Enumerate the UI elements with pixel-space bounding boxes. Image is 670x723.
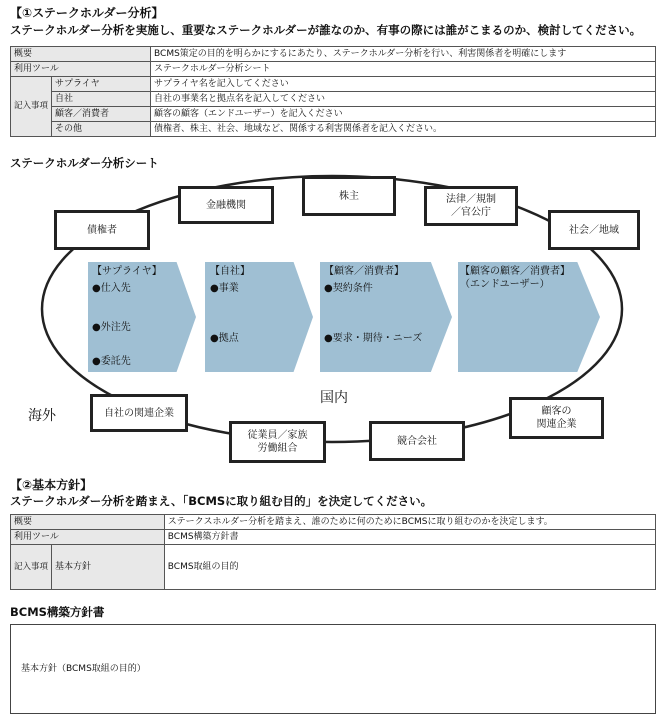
company-title: 【自社】 xyxy=(210,266,250,277)
tool-value: ステークホルダー分析シート xyxy=(151,62,656,77)
section2-instruction: ステークホルダー分析を踏まえ、「BCMSに取り組む目的」を決定してください。 xyxy=(10,494,433,508)
policy-sheet-title: BCMS構築方針書 xyxy=(10,605,105,619)
row-value: BCMS取組の目的 xyxy=(164,545,655,590)
company-item: ●事業 xyxy=(210,283,239,294)
row-value: 債権者、株主、社会、地域など、関係する利害関係者を記入ください。 xyxy=(151,122,656,137)
row-value: 顧客の顧客（エンドユーザー）を記入ください xyxy=(151,107,656,122)
row-label: 自社 xyxy=(52,92,151,107)
supplier-title: 【サプライヤ】 xyxy=(92,266,162,277)
company-item: ●拠点 xyxy=(210,333,239,344)
entry-group-label: 記入事項 xyxy=(11,77,52,137)
customer-title: 【顧客／消費者】 xyxy=(324,266,404,277)
overseas-label: 海外 xyxy=(28,408,56,424)
table-row xyxy=(11,515,656,530)
entry-group-label: 記入事項 xyxy=(11,545,52,590)
section1-title: 【①ステークホルダー分析】 xyxy=(10,6,164,20)
row-label: 基本方針 xyxy=(52,545,165,590)
section1-instruction: ステークホルダー分析を実施し、重要なステークホルダーが誰なのか、有事の際には誰がこまるのか、検討してください。 xyxy=(10,23,642,37)
tool-label: 利用ツール xyxy=(11,530,165,545)
table-row xyxy=(11,530,656,545)
policy-field-label: 基本方針（BCMS取組の目的） xyxy=(21,664,146,674)
stakeholder-box-employee: 従業員／家族 労働組合 xyxy=(229,421,326,463)
row-value: サプライヤ名を記入してください xyxy=(151,77,656,92)
supplier-item: ●委託先 xyxy=(92,356,131,367)
stakeholder-box-creditor: 債権者 xyxy=(54,210,150,250)
stakeholder-box-affiliate: 自社の関連企業 xyxy=(90,394,188,432)
table-row xyxy=(11,545,656,590)
diagram-title: ステークホルダー分析シート xyxy=(10,156,159,170)
tool-value: BCMS構築方針書 xyxy=(164,530,655,545)
customer-item: ●契約条件 xyxy=(324,283,373,294)
overview-value: BCMS策定の目的を明らかにするにあたり、ステークホルダー分析を行い、利害関係者を明確にします xyxy=(151,47,656,62)
row-value: 自社の事業名と拠点名を記入してください xyxy=(151,92,656,107)
overview-label: 概要 xyxy=(11,515,165,530)
policy-sheet-frame xyxy=(10,624,656,714)
section2-title: 【②基本方針】 xyxy=(10,478,93,492)
row-label: 顧客／消費者 xyxy=(52,107,151,122)
section2-table xyxy=(10,514,656,590)
row-label: その他 xyxy=(52,122,151,137)
stakeholder-box-law: 法律／規制 ／官公庁 xyxy=(424,186,518,226)
supplier-item: ●外注先 xyxy=(92,322,131,333)
stakeholder-box-customer-affiliate: 顧客の 関連企業 xyxy=(509,397,604,439)
domestic-label: 国内 xyxy=(320,390,348,406)
tool-label: 利用ツール xyxy=(11,62,151,77)
stakeholder-box-finance: 金融機関 xyxy=(178,186,274,224)
stakeholder-box-society: 社会／地域 xyxy=(548,210,640,250)
customer-item: ●要求・期待・ニーズ xyxy=(324,333,423,344)
row-label: サプライヤ xyxy=(52,77,151,92)
overview-label: 概要 xyxy=(11,47,151,62)
stakeholder-box-shareholder: 株主 xyxy=(302,176,396,216)
overview-value: ステークスホルダー分析を踏まえ、誰のために何のためにBCMSに取り組むのかを決定します。 xyxy=(164,515,655,530)
endcustomer-title: 【顧客の顧客／消費者】 （エンドユーザー） xyxy=(460,266,570,290)
stakeholder-box-competitor: 競合会社 xyxy=(369,421,465,461)
supplier-item: ●仕入先 xyxy=(92,283,131,294)
